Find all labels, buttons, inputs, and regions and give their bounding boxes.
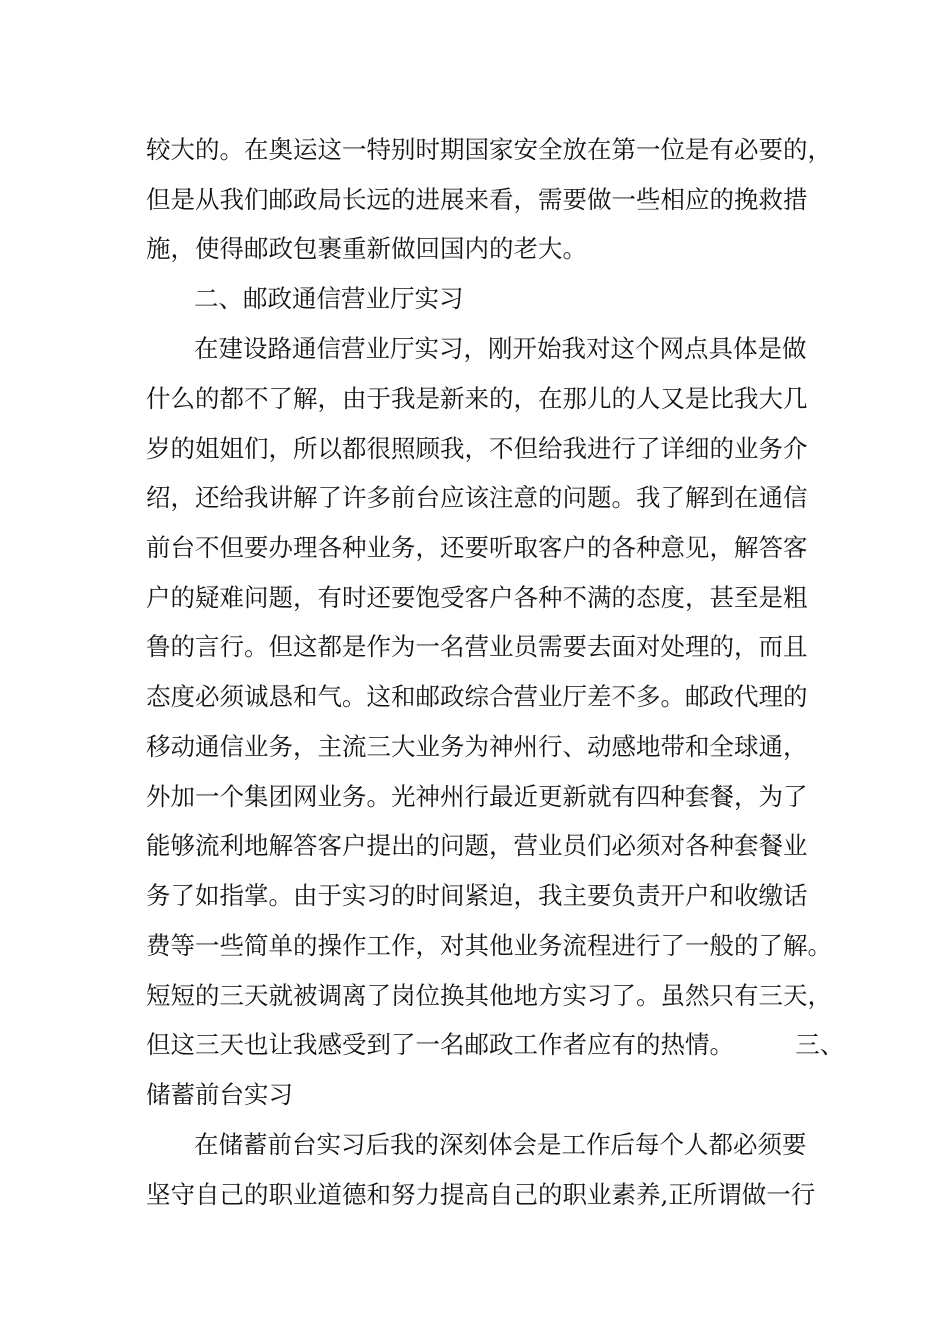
text-line: 外加一个集团网业务。光神州行最近更新就有四种套餐，为了 (146, 782, 808, 811)
paragraph-start: 在储蓄前台实习后我的深刻体会是工作后每个人都必须要 (194, 1130, 807, 1159)
text-line: 较大的。在奥运这一特别时期国家安全放在第一位是有必要的， (146, 135, 832, 164)
text-line: 移动通信业务，主流三大业务为神州行、动感地带和全球通， (146, 732, 808, 761)
text-line: 鲁的言行。但这都是作为一名营业员需要去面对处理的，而且 (146, 632, 808, 661)
text-line: 短短的三天就被调离了岗位换其他地方实习了。虽然只有三天， (146, 981, 832, 1010)
text-line: 能够流利地解答客户提出的问题，营业员们必须对各种套餐业 (146, 831, 808, 860)
text-line: 岁的姐姐们，所以都很照顾我，不但给我进行了详细的业务介 (146, 434, 808, 463)
paragraph-start: 在建设路通信营业厅实习，刚开始我对这个网点具体是做 (194, 334, 807, 363)
text-line: 绍，还给我讲解了许多前台应该注意的问题。我了解到在通信 (146, 483, 808, 512)
text-line: 费等一些简单的操作工作，对其他业务流程进行了一般的了解。 (146, 931, 832, 960)
text-line: 但是从我们邮政局长远的进展来看，需要做一些相应的挽救措 (146, 185, 808, 214)
text-line: 但这三天也让我感受到了一名邮政工作者应有的热情。 三、 (146, 1030, 845, 1059)
text-line: 户的疑难问题，有时还要饱受客户各种不满的态度，甚至是粗 (146, 583, 808, 612)
text-line: 施，使得邮政包裹重新做回国内的老大。 (146, 234, 587, 263)
text-line: 务了如指掌。由于实习的时间紧迫，我主要负责开户和收缴话 (146, 881, 808, 910)
text-line: 坚守自己的职业道德和努力提高自己的职业素养,正所谓做一行 (146, 1180, 816, 1209)
text-line: 前台不但要办理各种业务，还要听取客户的各种意见，解答客 (146, 533, 808, 562)
text-line: 态度必须诚恳和气。这和邮政综合营业厅差不多。邮政代理的 (146, 682, 808, 711)
text-line: 什么的都不了解，由于我是新来的，在那儿的人又是比我大几 (146, 384, 808, 413)
section-heading: 储蓄前台实习 (146, 1080, 293, 1109)
section-heading: 二、邮政通信营业厅实习 (194, 284, 464, 313)
